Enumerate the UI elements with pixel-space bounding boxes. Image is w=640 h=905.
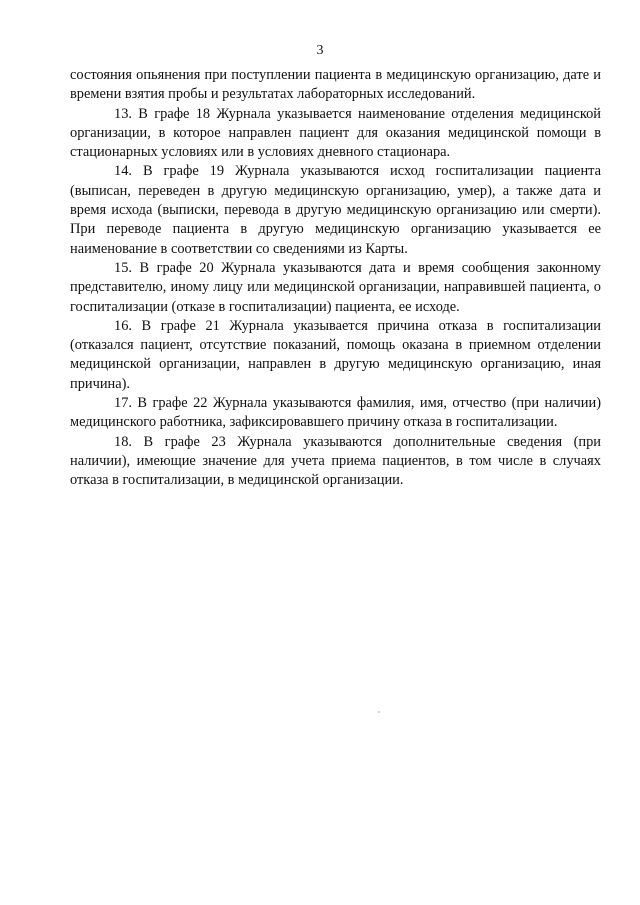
- paragraph-item-15: 15. В графе 20 Журнала указываются дата и время сообщения законному представителю, иному лицу или медицинской организации, направившей пациента, о госпитализации (отказе в госпитализации) пациента, ее исходе.: [70, 259, 601, 315]
- paragraph-continuation: состояния опьянения при поступлении пациента в медицинскую организацию, дате и времени взятия пробы и результатах лабораторных исследований.: [70, 67, 601, 103]
- page-number: 3: [316, 43, 324, 58]
- paragraph-item-17: 17. В графе 22 Журнала указываются фамилия, имя, отчество (при наличии) медицинского работника, зафиксировавшего причину отказа в госпитализации.: [70, 395, 601, 431]
- paragraph-item-14: 14. В графе 19 Журнала указываются исход госпитализации пациента (выписан, переведен в другую медицинскую организацию, умер), а также дата и время исхода (выписки, перевода в другую медицинскую организацию или смерти). При переводе пациента в другую медицинскую организацию указывается ее наименование в соответствии со сведениями из Карты.: [70, 163, 601, 257]
- paragraph-item-13: 13. В графе 18 Журнала указывается наименование отделения медицинской организации, в которое направлен пациент для оказания медицинской помощи в стационарных условиях или в условиях дневного стационара.: [70, 105, 601, 161]
- paragraph-item-16: 16. В графе 21 Журнала указывается причина отказа в госпитализации (отказался пациент, отсутствие показаний, помощь оказана в приемном отделении медицинской организации, направлен в другую медицинскую организацию, иная причина).: [70, 317, 601, 392]
- document-body: [70, 66, 601, 491]
- scan-speck: [378, 711, 380, 713]
- paragraph-item-18: 18. В графе 23 Журнала указываются дополнительные сведения (при наличии), имеющие значение для учета приема пациентов, в том числе в случаях отказа в госпитализации, в медицинской организации.: [70, 433, 601, 489]
